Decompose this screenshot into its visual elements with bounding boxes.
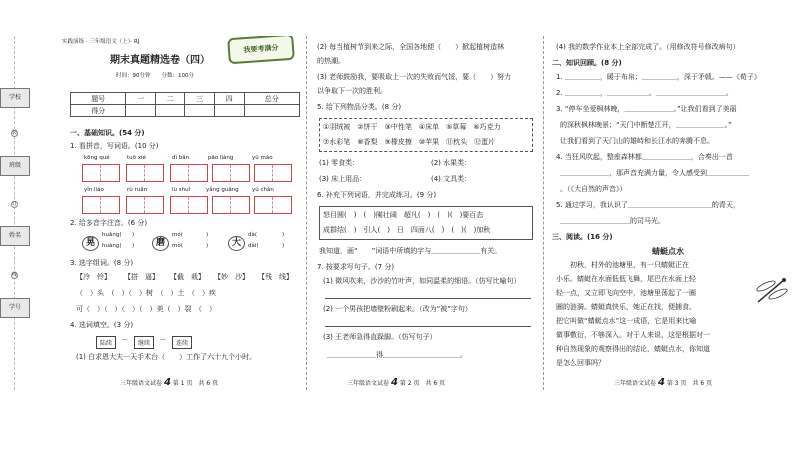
exam-page-3 (543, 36, 800, 390)
question-3: 3. 选字组词。(8 分) (70, 259, 134, 267)
reading-line: 小乐。蜻蜓在水面低低飞舞，尾巴在水面上轻 (556, 275, 696, 283)
page-footer (347, 377, 445, 388)
paren-close: ) (282, 232, 285, 238)
choice-line: （ ）头 （ ）（ ）树 （ ）土 （ ）疾 (76, 289, 216, 297)
items-row: ①羽绒被 ②饼干 ③中性笔 ④床单 ⑤草莓 ⑥巧克力 (323, 123, 501, 131)
knowledge-line: 2. ＿＿＿＿＿，＿＿＿＿＿＿。＿＿＿＿＿＿＿＿＿＿。 (556, 89, 733, 97)
footer-page: 第 1 页 共 6 页 (172, 380, 219, 387)
writing-grid[interactable] (82, 196, 120, 214)
question-2: 2. 给多音字注音。(6 分) (70, 219, 148, 227)
page-footer (120, 377, 218, 388)
choice-line: 可（ ）（ ）（ ）（ ）美（ ）裂 （ ） (76, 305, 216, 313)
section-heading: 二、知识回顾。(8 分) (552, 59, 622, 67)
word-chain-item: 继续 (134, 336, 154, 349)
side-label-class: 班级 (0, 156, 30, 176)
pinyin-label: yǐn liáo (84, 187, 104, 193)
writing-grid[interactable] (126, 196, 164, 214)
text-line: 以争取下一次的胜利。 (317, 87, 387, 95)
pinyin-label: kōng qué (84, 155, 110, 161)
knowledge-line: 的深秋枫林晚景；“天门中断楚江开，＿＿＿＿＿＿＿。” (560, 121, 732, 129)
category-label: (3) 床上用品： (319, 175, 367, 183)
table-cell: 二 (155, 93, 185, 105)
score-input[interactable] (185, 105, 215, 117)
poly-char: 大 (228, 236, 245, 251)
reading-line: 做事敷衍，不够深入。对于人来说，这是根据对一 (556, 331, 710, 339)
choice-group: 【搭 逼】 (124, 273, 159, 281)
writing-grid[interactable] (170, 164, 208, 182)
poly-char: 晃 (82, 236, 99, 251)
writing-grid[interactable] (82, 164, 120, 182)
choice-group: 【妙 沙】 (214, 273, 249, 281)
category-label: (2) 水果类： (431, 159, 472, 167)
chain-arrow: — (122, 337, 128, 343)
section-heading: 三、阅读。(16 分) (552, 233, 613, 241)
footer-number: 4 (163, 377, 171, 388)
writing-grid[interactable] (254, 164, 292, 182)
table-cell: 题号 (71, 93, 126, 105)
table-row (71, 93, 300, 105)
side-label-number: 学号 (0, 298, 30, 318)
poly-pinyin: huàng( (102, 243, 122, 249)
paren-close: ) (282, 243, 285, 249)
idioms-row: 成群结( ) 引人( ) 日 四面八( ) ( )( )加秋 (323, 226, 491, 234)
exam-meta: 时间：90分钟 分数：100分 (116, 73, 194, 79)
poly-pinyin: dà( (248, 232, 258, 238)
writing-grid[interactable] (254, 196, 292, 214)
items-row: ⑦水彩笔 ⑧香梨 ⑨橡皮擦 ⑩苹果 ⑪枕头 ⑫蛋片 (323, 138, 496, 146)
pinyin-label: lù shuǐ (172, 187, 191, 193)
header-line: 实践演练 · 三年级语文（上）· RJ (62, 39, 140, 45)
pinyin-label: yǔ máo (252, 155, 273, 161)
reading-title: 蜻蜓点水 (652, 247, 684, 256)
binding-mark: 线 (12, 272, 18, 278)
poly-pinyin: dài( (248, 243, 259, 249)
pinyin-label: yú chǎn (252, 187, 274, 193)
question-1: 1. 看拼音，写词语。(10 分) (70, 142, 159, 150)
question-6-note: 我知道，画“ ”词语中所填的字与＿＿＿＿＿＿＿有关。 (319, 247, 502, 255)
footer-number: 4 (390, 377, 398, 388)
question-6: 6. 补充下列词语，并完成练习。(9 分) (317, 191, 437, 199)
knowledge-line: 3. “停车坐爱枫林晚，＿＿＿＿＿＿＿。”让我们看到了美丽 (556, 105, 737, 113)
pinyin-label: rù ruǎn (127, 187, 148, 193)
knowledge-line: ＿＿＿＿＿＿＿＿＿＿的司马光。 (560, 217, 665, 225)
exam-page-1 (0, 36, 306, 390)
reading-line: 是怎么回事吗？ (556, 359, 605, 367)
footer-title: 三年级语文试卷 (614, 380, 657, 387)
poly-pinyin: mò( (172, 243, 183, 249)
chain-arrow: — (160, 337, 166, 343)
pinyin-label: tuō xié (127, 155, 146, 161)
choice-group: 【残 线】 (258, 273, 293, 281)
reading-line: 种自然现象的观察得出的结论，蜻蜓点水，你知道 (556, 345, 710, 353)
sentence-task: (3) 王老师急得直跺脚。（仿写句子） (323, 333, 437, 341)
paren-close: ) (206, 232, 209, 238)
category-label: (1) 零食类： (319, 159, 360, 167)
reading-line: 把它叫做“蜻蜓点水”这一成语，它是用来比喻 (556, 317, 697, 325)
sentence-task: (1) 微风吹来，沙沙的竹叶声，如同温柔的细语。（仿写比喻句） (323, 277, 521, 285)
side-label-school: 学校 (0, 88, 30, 108)
question-5: 5. 给下列物品分类。(8 分) (317, 103, 402, 111)
table-cell: 总分 (244, 93, 299, 105)
choice-group: 【截 栽】 (170, 273, 205, 281)
footer-page: 第 2 页 共 6 页 (399, 380, 446, 387)
choice-group: 【冷 怜】 (76, 273, 111, 281)
poly-pinyin: huǎng( (102, 232, 122, 238)
score-table (70, 92, 300, 117)
page-footer (614, 377, 712, 388)
side-label-name: 姓名 (0, 226, 30, 246)
word-chain-item: 陆续 (96, 336, 116, 349)
reading-line: 初秋，村外的池塘里，有一只蜻蜓正在 (556, 261, 689, 269)
table-cell: 三 (185, 93, 215, 105)
knowledge-line: 让我们看到了天门山的雄峙和长江水的奔腾不息。 (560, 137, 714, 145)
text-line: (4) 我的数学作业本上全部完成了。（用修改符号修改病句） (556, 43, 740, 51)
knowledge-line: 。（《大自然的声音》） (560, 185, 627, 193)
pinyin-label: pāo liàng (208, 155, 234, 161)
writing-grid[interactable] (212, 164, 250, 182)
paren-close: ) (132, 232, 135, 238)
paren-close: ) (206, 243, 209, 249)
writing-grid[interactable] (126, 164, 164, 182)
section-heading: 一、基础知识。(54 分) (70, 129, 145, 137)
footer-title: 三年级语文试卷 (347, 380, 390, 387)
writing-grid[interactable] (212, 196, 250, 214)
reading-line: 圈的涟漪。蜻蜓真快乐，她正在找，便捕食。 (556, 303, 696, 311)
dragonfly-icon (754, 276, 790, 304)
text-line: 的热潮。 (317, 57, 345, 65)
score-input[interactable] (126, 105, 156, 117)
knowledge-line: 5. 通过学习，我认识了＿＿＿＿＿＿＿＿＿＿＿＿的青天， (556, 201, 740, 209)
writing-grid[interactable] (170, 196, 208, 214)
poly-char: 磨 (152, 236, 169, 251)
answer-line[interactable] (325, 326, 531, 327)
score-input[interactable] (244, 105, 299, 117)
category-label: (4) 文具类： (431, 175, 472, 183)
idioms-row: 怒目圆( ) ( )阑壮阔 超凡( ) ( )( )要百态 (323, 211, 484, 219)
binding-mark: 装 (12, 130, 18, 136)
pinyin-label: dì bǎn (172, 155, 190, 161)
text-line: (3) 老师鼓励我，要吸取上一次的失败而气馁，要（ ）努力 (317, 73, 512, 81)
knowledge-line: ＿＿＿＿＿＿＿，那声音充满力量，令人感受到＿＿＿＿＿＿ (560, 169, 749, 177)
table-cell: 四 (215, 93, 245, 105)
table-cell: 一 (126, 93, 156, 105)
question-4-1: (1) 白求恩大夫一天手术台（ ）工作了六十九个小时。 (76, 353, 257, 361)
sentence-answer-template: ＿＿＿＿＿＿＿得＿＿＿＿＿＿＿＿＿＿＿。 (327, 351, 467, 359)
question-4: 4. 选词填空。(3 分) (70, 321, 134, 329)
score-input[interactable] (155, 105, 185, 117)
question-7: 7. 按要求写句子。(7 分) (317, 263, 395, 271)
footer-page: 第 3 页 共 6 页 (666, 380, 713, 387)
paren-close: ) (132, 243, 135, 249)
table-cell: 得分 (71, 105, 126, 117)
poly-pinyin: mó( (172, 232, 183, 238)
exam-page-2 (306, 36, 543, 390)
word-chain-item: 连续 (172, 336, 192, 349)
text-line: (2) 每当植树节到来之际，全国各地便（ ）掀起植树造林 (317, 43, 505, 51)
knowledge-line: 1. ＿＿＿＿＿，暖于布帛；＿＿＿＿＿，深于矛戟。——《荀子》 (556, 73, 761, 81)
reading-line: 轻一点，又立即飞向空中，池塘里荡起了一圈 (556, 289, 696, 297)
stamp-badge: 我要考满分 (227, 36, 295, 64)
knowledge-line: 4. 当狂风吹起，整座森林都＿＿＿＿＿＿＿，合奏出一首 (556, 153, 733, 161)
binding-mark: 订 (12, 201, 18, 207)
answer-line[interactable] (325, 298, 531, 299)
sentence-task: (2) 一个男孩把墙壁粉刷起来。（改为“被”字句） (323, 305, 472, 313)
footer-number: 4 (657, 377, 665, 388)
page-title: 期末真题精选卷（四） (110, 55, 210, 66)
pinyin-label: yǎng guāng (206, 187, 239, 193)
footer-title: 三年级语文试卷 (120, 380, 163, 387)
score-input[interactable] (215, 105, 245, 117)
table-row (71, 105, 300, 117)
